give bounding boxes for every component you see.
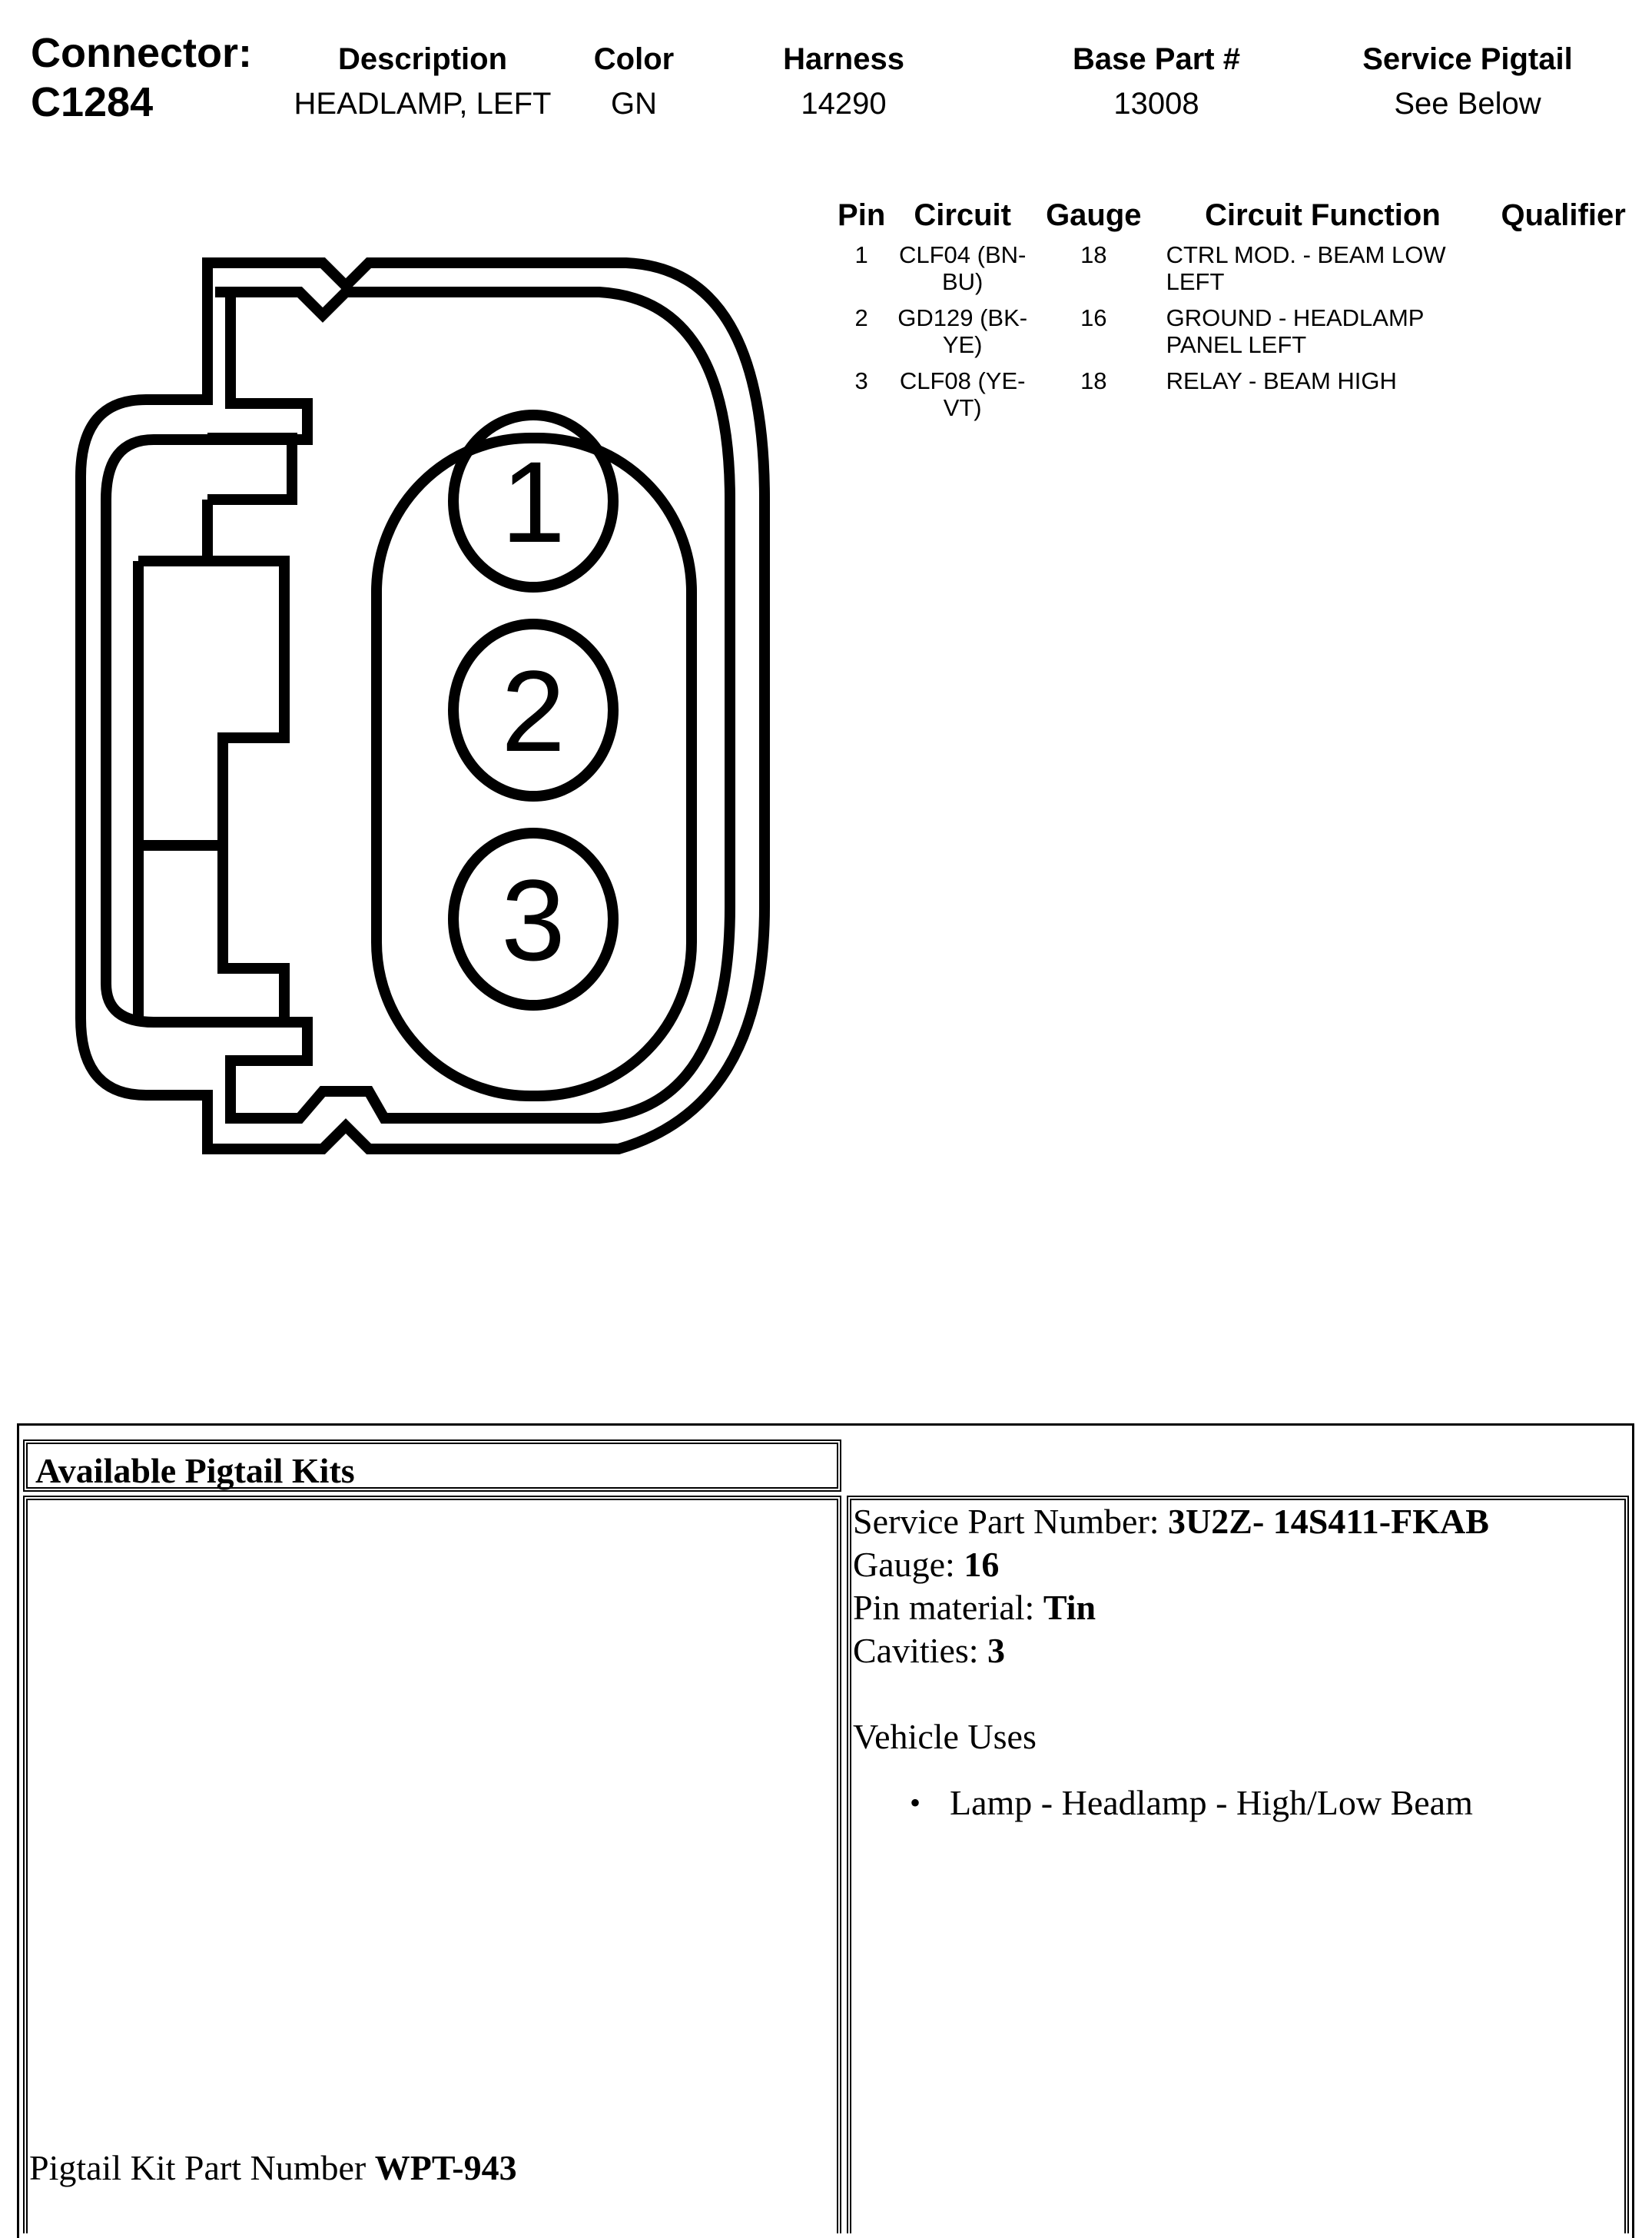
kit-part-label: Pigtail Kit Part Number: [29, 2148, 375, 2187]
pin-header: Pin: [838, 198, 886, 232]
circuit-line: CLF04 (BN-: [898, 241, 1027, 268]
vehicle-uses-list: [853, 1781, 1489, 1825]
circuit-function: [1156, 241, 1491, 304]
harness-heading: Harness: [783, 42, 904, 76]
latch-detail: [138, 845, 284, 1022]
table-row: [830, 367, 1637, 430]
circuit: [893, 304, 1032, 367]
qualifier: [1490, 304, 1637, 367]
table-row: [830, 304, 1637, 367]
service-part-label: Service Part Number:: [853, 1502, 1169, 1541]
pigtail-kit-image-cell: [23, 1496, 841, 2233]
list-item: • Lamp - Headlamp - High/Low Beam: [950, 1781, 1489, 1825]
color-heading: Color: [593, 42, 675, 76]
service-part-number: [853, 1500, 1489, 1543]
qualifier: [1490, 367, 1637, 430]
pigtail-kit-part-number: [29, 2150, 517, 2186]
harness-value: 14290: [801, 87, 887, 121]
circuit-function: [1156, 367, 1491, 430]
qualifier-header: Qualifier: [1501, 198, 1626, 232]
gauge-line: [853, 1543, 1489, 1586]
circuit-line: YE): [942, 331, 983, 358]
header-service-pigtail: [1306, 44, 1629, 119]
pin-number: 2: [854, 304, 868, 331]
latch-detail: [138, 561, 284, 845]
pin-1-label: 1: [501, 437, 566, 566]
circuit-header: Circuit: [914, 198, 1011, 232]
connector-face-diagram: [61, 246, 784, 1168]
gauge: 18: [1080, 367, 1107, 394]
function-line: LEFT: [1166, 268, 1225, 295]
circuit-line: GD129 (BK-: [897, 304, 1028, 331]
circuit: [893, 367, 1032, 430]
pin-number: 1: [854, 241, 868, 268]
service-pigtail-heading: Service Pigtail: [1362, 42, 1573, 76]
service-pigtail-value: See Below: [1394, 87, 1541, 121]
pin-table: [830, 198, 1637, 430]
circuit-line: BU): [941, 268, 984, 295]
header-harness: [682, 44, 1005, 119]
circuit: [893, 241, 1032, 304]
gauge-value: 16: [964, 1545, 1000, 1584]
header-base-part: [995, 44, 1318, 119]
pin-number: 3: [854, 367, 868, 394]
latch-block: [207, 438, 292, 500]
circuit-function-header: Circuit Function: [1205, 198, 1441, 232]
pin-material-line: [853, 1586, 1489, 1629]
function-line: RELAY - BEAM HIGH: [1166, 367, 1397, 394]
pigtail-kits-title-cell: [23, 1439, 841, 1492]
pigtail-kit-details: [853, 1500, 1489, 1825]
pigtail-kits-title: Available Pigtail Kits: [35, 1451, 355, 1490]
housing-outer-outline: [81, 263, 765, 1149]
gauge-header: Gauge: [1046, 198, 1142, 232]
circuit-function: [1156, 304, 1491, 367]
cavities-value: 3: [987, 1631, 1006, 1670]
cavities-line: [853, 1629, 1489, 1672]
color-value: GN: [611, 87, 657, 121]
pin-table-header: [830, 198, 1637, 241]
description-value: HEADLAMP, LEFT: [294, 87, 552, 121]
description-heading: Description: [337, 42, 508, 76]
qualifier: [1490, 241, 1637, 304]
housing-inner-outline: [106, 292, 730, 1118]
pin-3-label: 3: [501, 855, 566, 985]
pin-material-value: Tin: [1043, 1588, 1096, 1627]
service-part-value: 3U2Z- 14S411-FKAB: [1168, 1502, 1489, 1541]
cavities-label: Cavities:: [853, 1631, 988, 1670]
base-part-heading: Base Part #: [1073, 42, 1240, 76]
kit-part-value: WPT-943: [374, 2148, 517, 2187]
pin-2-label: 2: [501, 646, 566, 775]
function-line: CTRL MOD. - BEAM LOW: [1166, 241, 1446, 268]
function-line: GROUND - HEADLAMP: [1166, 304, 1425, 331]
pin-material-label: Pin material:: [853, 1588, 1043, 1627]
connector-label: Connector:: [31, 30, 252, 76]
vehicle-uses-heading: Vehicle Uses: [853, 1717, 1037, 1756]
gauge-label: Gauge:: [853, 1545, 964, 1584]
table-row: [830, 241, 1637, 304]
function-line: PANEL LEFT: [1166, 331, 1307, 358]
gauge: 18: [1080, 241, 1107, 268]
circuit-line: VT): [943, 394, 982, 421]
gauge: 16: [1080, 304, 1107, 331]
base-part-value: 13008: [1113, 87, 1199, 121]
circuit-line: CLF08 (YE-: [899, 367, 1026, 394]
connector-id: C1284: [31, 79, 154, 125]
